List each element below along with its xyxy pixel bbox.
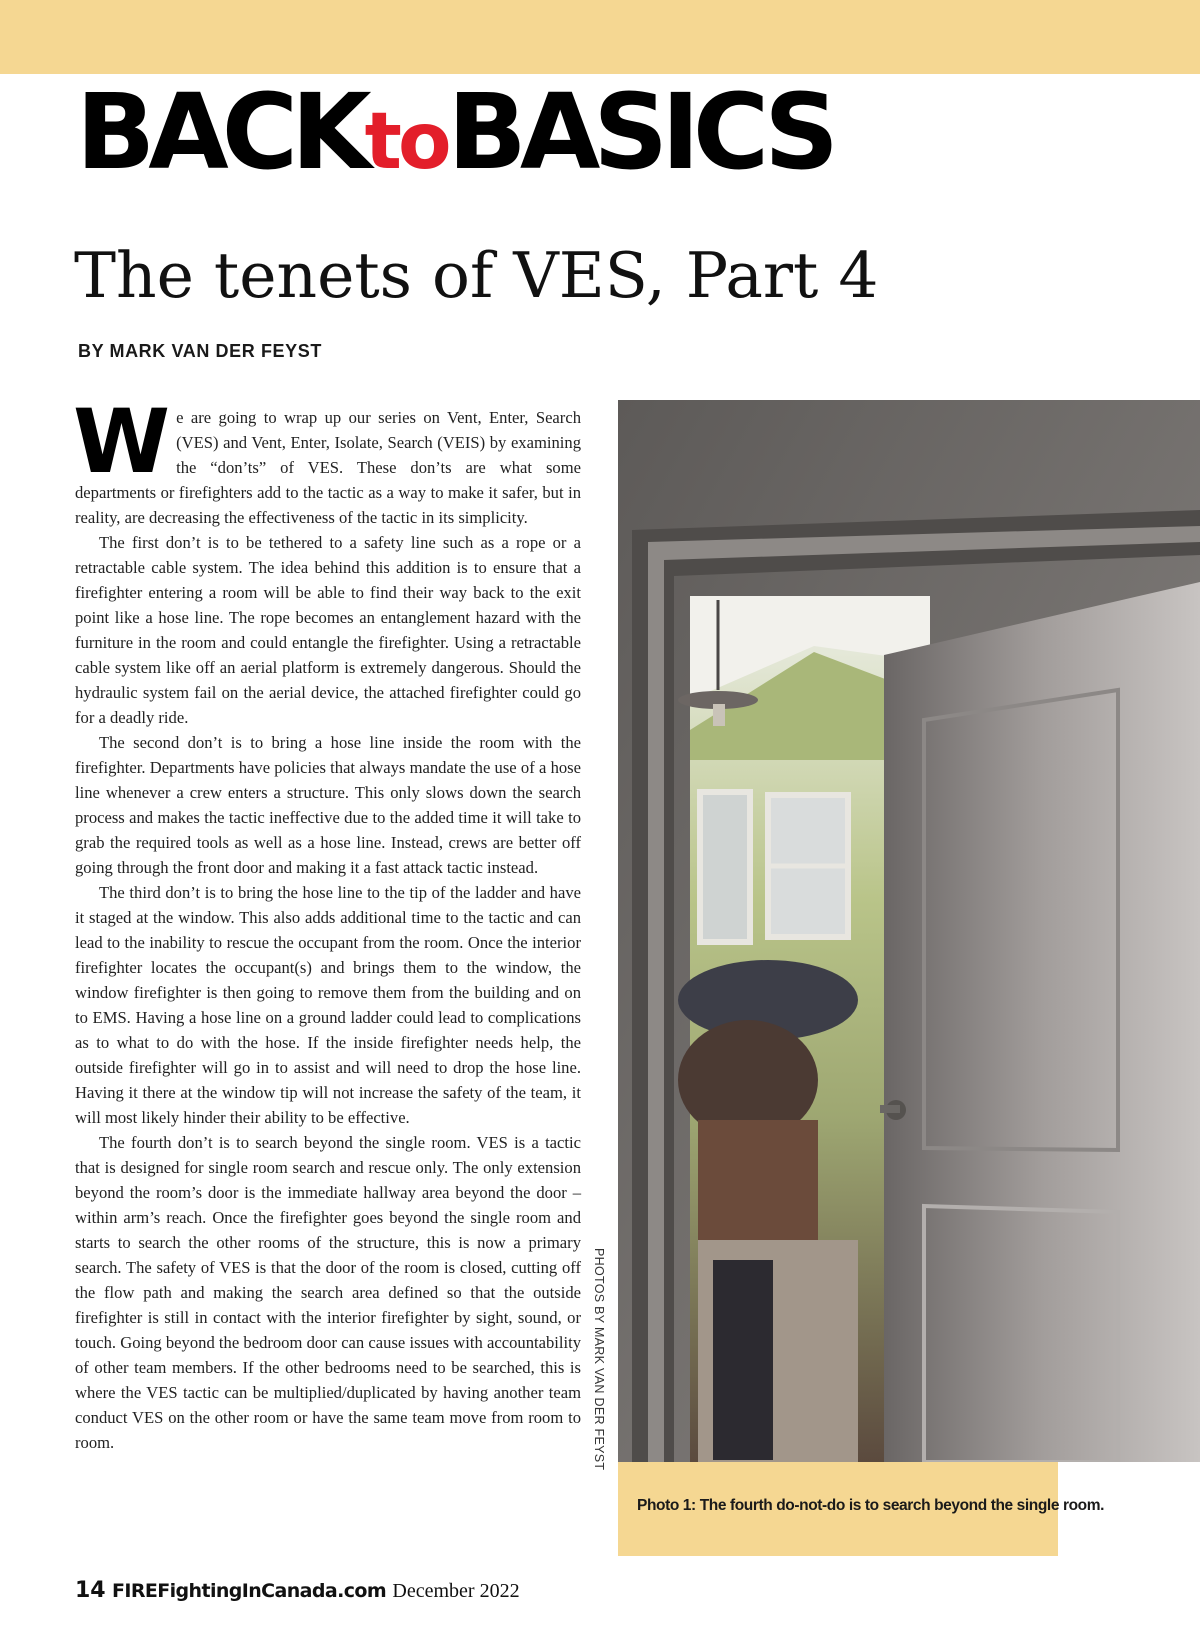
top-color-band: [0, 0, 1200, 74]
article-paragraph: The third don’t is to bring the hose line to the tip of the ladder and have it staged at the window. This also adds additional time to the tactic and can lead to the inability to rescue the occupant from the room. Once the interior firefighter locates the occupant(s) and brings them to the window, the window firefighter is then going to remove them from the building and on to EMS. Having a hose line on a ground ladder could lead to complications as to what to do with the hose. If the inside firefighter needs help, the outside firefighter will go in to assist and will need to drop the hose line. Having it there at the window tip will not increase the safety of the team, it will most likely hinder their ability to be effective.: [75, 883, 581, 1127]
doorway-photo-illustration: [618, 400, 1200, 1462]
article-body: [73, 390, 581, 1455]
masthead-to: to: [364, 97, 448, 187]
photo-credit: PHOTOS BY MARK VAN DER FEYST: [592, 1248, 606, 1471]
page-number: 14: [75, 1578, 106, 1603]
magazine-site: FIREFightingInCanada.com: [111, 1580, 387, 1602]
article-paragraph: The first don’t is to be tethered to a safety line such as a rope or a retractable cable system. The idea behind this addition is to ensure that a firefighter entering a room will be able to find their way back to the exit point like a hose line. The rope becomes an entanglement hazard with the furniture in the room and could entangle the firefighter. Using a retractable cable system like off an aerial platform is extremely dangerous. Should the hydraulic system fail on the aerial device, the attached firefighter could go for a deadly ride.: [75, 533, 581, 727]
masthead-back: BACK: [76, 71, 365, 193]
caption-box: [618, 1462, 1105, 1556]
masthead-basics: BASICS: [447, 71, 833, 193]
section-masthead: [76, 71, 836, 193]
byline: BY MARK VAN DER FEYST: [78, 341, 322, 361]
drop-cap: W: [73, 390, 171, 493]
paragraph-text: e are going to wrap up our series on Vent, Enter, Search (VES) and Vent, Enter, Isolate, Search (VEIS) by examining the “don’ts” of VES. These don’ts are what some departments or firefighters add to the tactic as a way to make it safer, but in reality, are decreasing the effectiveness of the tactic in its simplicity.: [75, 408, 581, 527]
article-paragraph: The fourth don’t is to search beyond the single room. VES is a tactic that is designed for single room search and rescue only. The only extension beyond the room’s door is the immediate hallway area beyond the door – within arm’s reach. Once the firefighter goes beyond the single room and starts to search the other rooms of the structure, this is now a primary search. The safety of VES is that the door of the room is closed, cutting off the flow path and making the search area defined so that the outside firefighter is still in contact with the interior firefighter by sight, sound, or touch. Going beyond the bedroom door can cause issues with accountability of other team members. If the other bedrooms need to be searched, this is where the VES tactic can be multiplied/duplicated by having another team conduct VES on the other room or have the same team move from room to room.: [75, 1133, 581, 1452]
page-footer: [75, 1575, 520, 1606]
article-paragraph: [73, 390, 581, 530]
issue-date: December 2022: [392, 1580, 520, 1602]
photo-caption: Photo 1: The fourth do-not-do is to search beyond the single room.: [637, 1497, 1105, 1514]
article-paragraph: The second don’t is to bring a hose line inside the room with the firefighter. Departments have policies that always mandate the use of a hose line whenever a crew enters a structure. This only slows down the search process and makes the tactic ineffective due to the added time it will take to grab the required tools as well as a hose line. Instead, crews are better off going through the front door and making it a fast attack tactic instead.: [75, 733, 581, 877]
doorway-photo: [618, 400, 1200, 1462]
article-headline: The tenets of VES, Part 4: [74, 239, 879, 312]
